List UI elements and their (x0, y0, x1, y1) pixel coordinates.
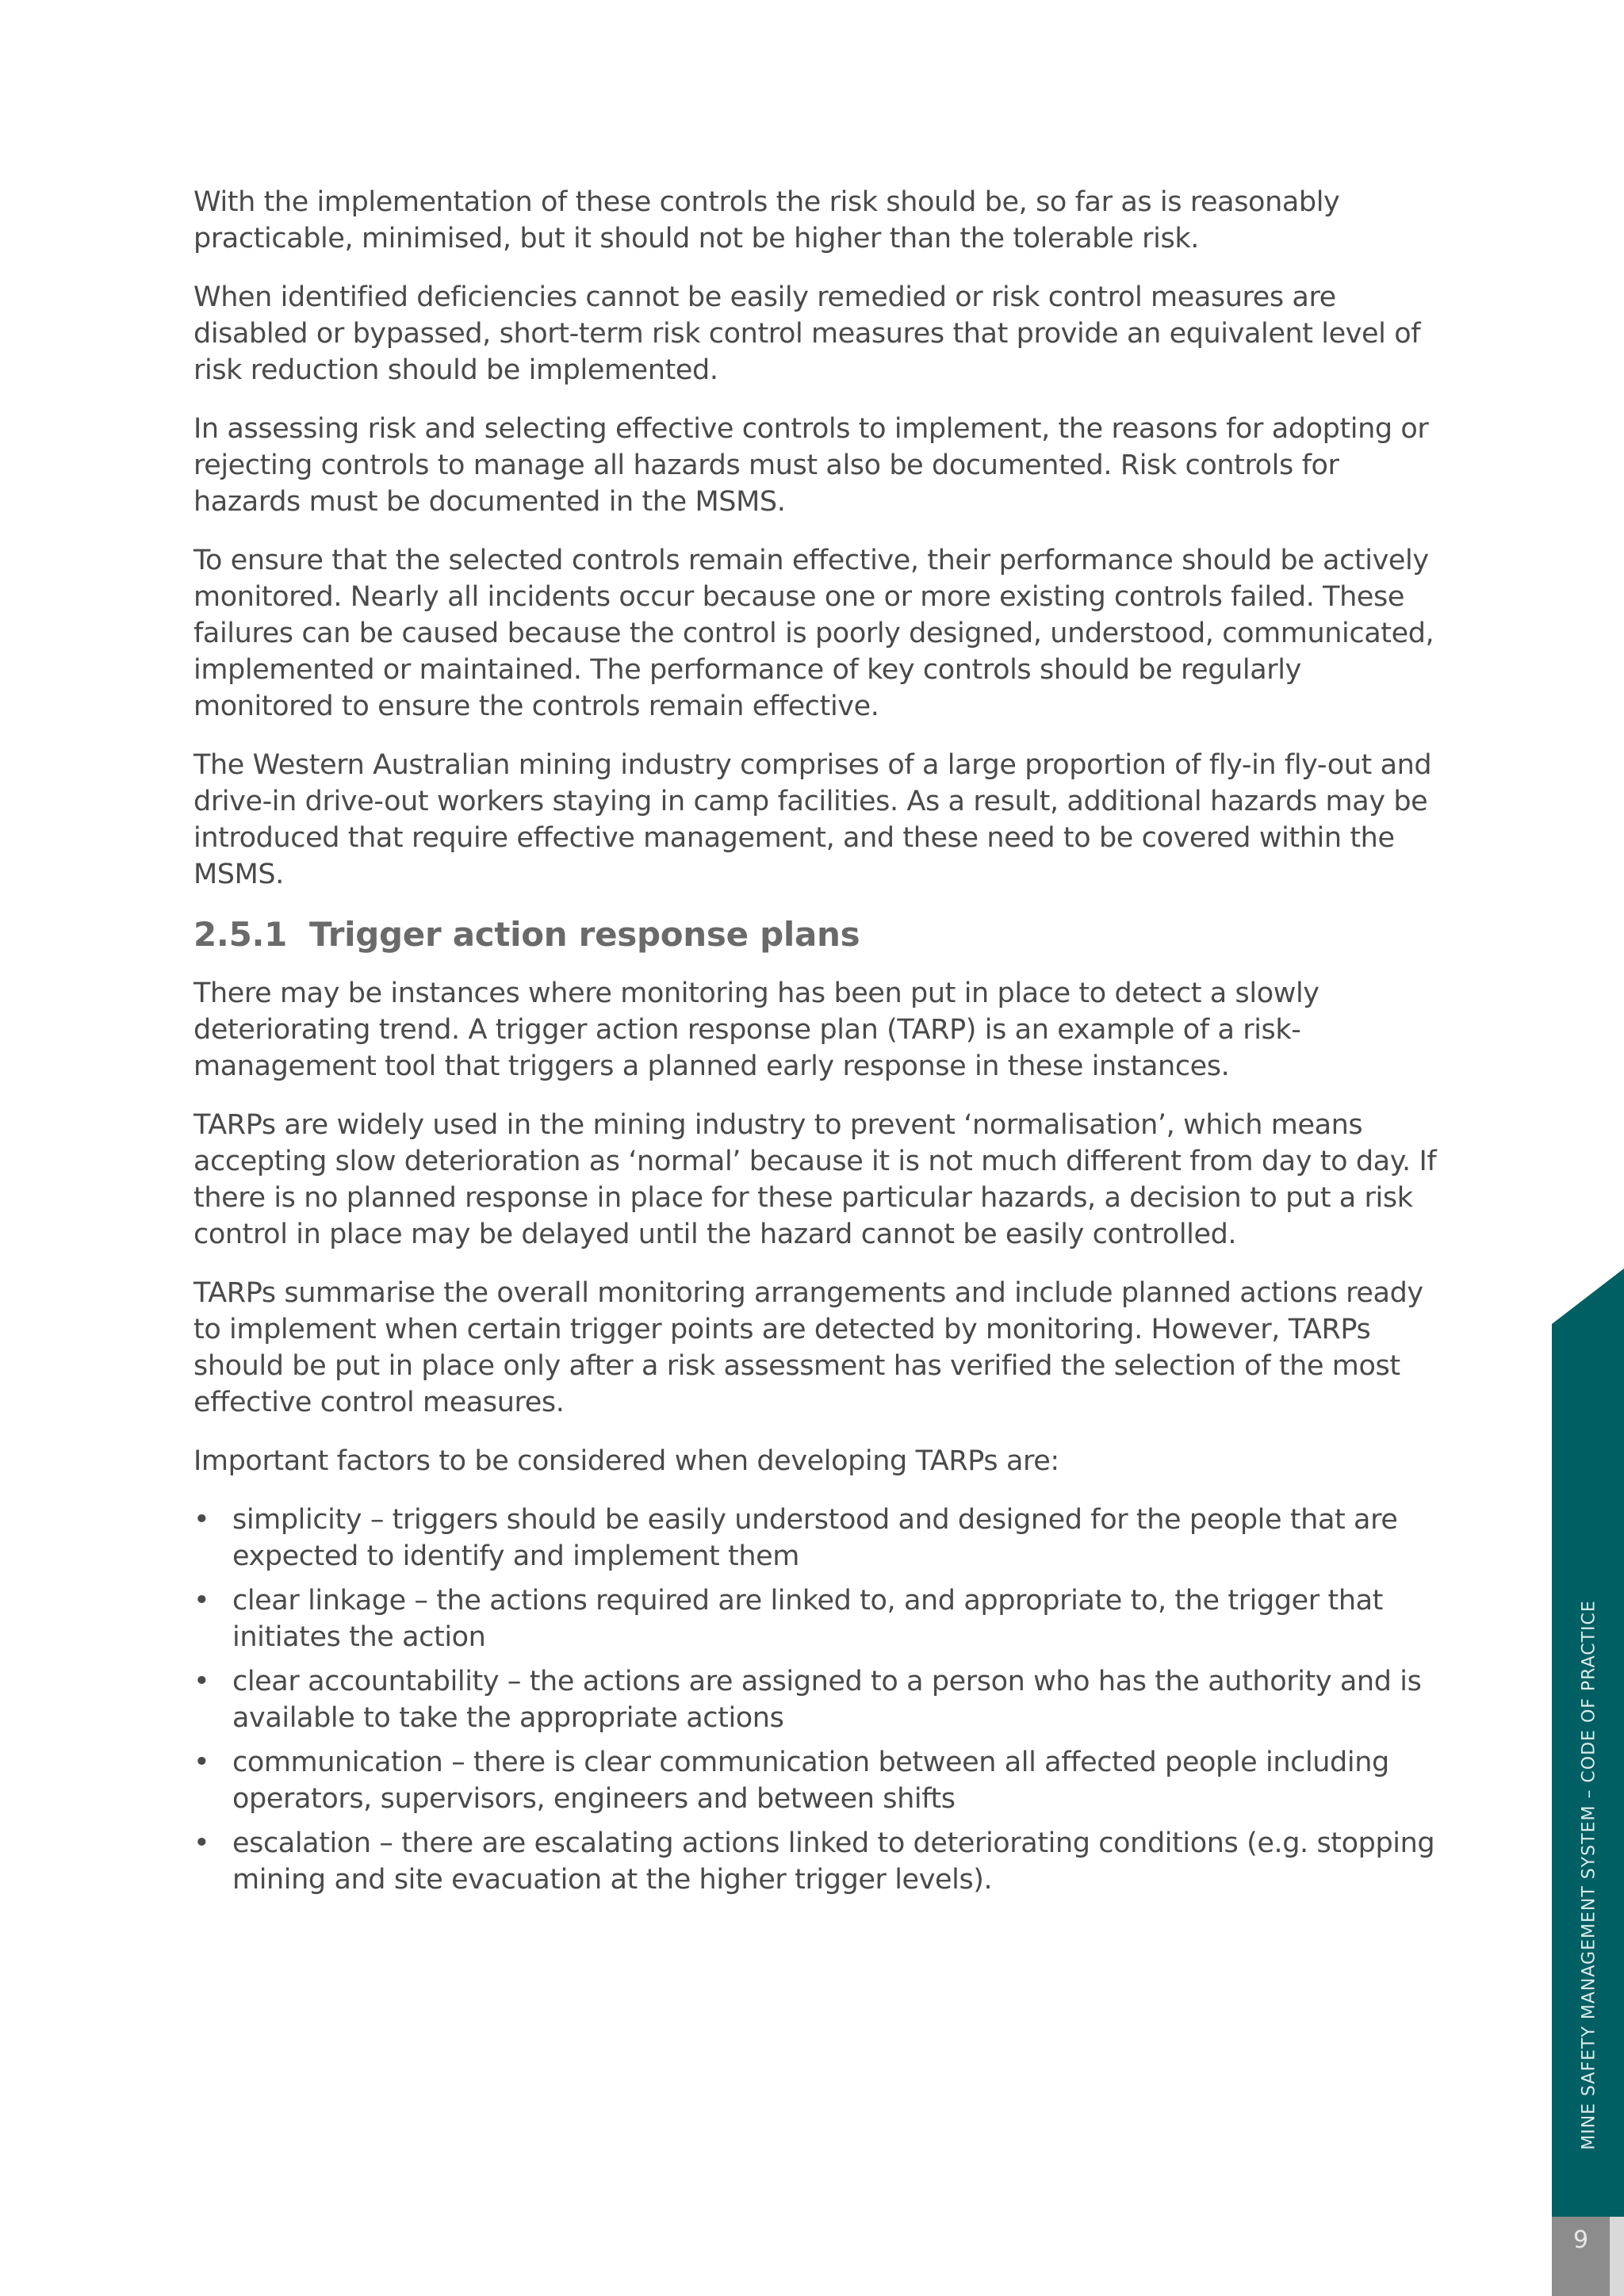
list-item-text: communication – there is clear communication between all affected people including operators, supervisors, engineers and between shifts (232, 1747, 1389, 1815)
bullet-icon: • (193, 1585, 210, 1617)
list-item-text: simplicity – triggers should be easily understood and designed for the people that are expected to identify and implement them (232, 1504, 1398, 1572)
body-paragraph: To ensure that the selected controls remain effective, their performance should be actively monitored. Nearly all incidents occur because one or more existing controls failed. These failures can be caused because the control is poorly designed, understood, communicated, implemented or maintained. The performance of key controls should be regularly monitored to ensure the controls remain effective. (193, 545, 1434, 722)
list-item-text: clear linkage – the actions required are linked to, and appropriate to, the trigger that initiates the action (232, 1585, 1383, 1653)
body-paragraph: There may be instances where monitoring has been put in place to detect a slowly deteriorating trend. A trigger action response plan (TARP) is an example of a risk-management tool that triggers a planned early response in these instances. (193, 978, 1320, 1082)
list-item (193, 1663, 1446, 1736)
body-paragraph: Important factors to be considered when developing TARPs are: (193, 1445, 1059, 1477)
body-paragraph: TARPs summarise the overall monitoring arrangements and include planned actions ready to implement when certain trigger points are detected by monitoring. However, TARPs should be put in place only after a risk assessment has verified the selection of the most effective control measures. (193, 1277, 1423, 1418)
list-item (193, 1744, 1446, 1817)
body-paragraph: In assessing risk and selecting effective controls to implement, the reasons for adopting or rejecting controls to manage all hazards must also be documented. Risk controls for hazards must be documented in the MSMS. (193, 413, 1429, 518)
body-paragraph: When identified deficiencies cannot be easily remedied or risk control measures are disabled or bypassed, short-term risk control measures that provide an equivalent level of risk reduction should be implemented. (193, 281, 1421, 386)
section-title: Trigger action response plans (309, 915, 860, 954)
body-paragraph: TARPs are widely used in the mining industry to prevent ‘normalisation’, which means accepting slow deterioration as ‘normal’ because it is not much different from day to day. If there is no planned response in place for these particular hazards, a decision to put a risk control in place may be delayed until the hazard cannot be easily controlled. (193, 1109, 1437, 1250)
body-paragraph: The Western Australian mining industry comprises of a large proportion of fly-in fly-out and drive-in drive-out workers staying in camp facilities. As a result, additional hazards may be introduced that require effective management, and these need to be covered within the MSMS. (193, 749, 1432, 890)
page-edge-strip (1610, 2217, 1624, 2296)
page-content (193, 184, 1446, 1906)
bullet-icon: • (193, 1504, 210, 1536)
bullet-icon: • (193, 1827, 210, 1859)
tarp-factors-list (193, 1502, 1446, 1898)
list-item (193, 1825, 1446, 1898)
section-heading (193, 915, 1446, 955)
list-item-text: escalation – there are escalating actions linked to deteriorating conditions (e.g. stopping mining and site evacuation at the higher trigger levels). (232, 1827, 1435, 1896)
page-number: 9 (1572, 2226, 1589, 2254)
sidebar-document-title: MINE SAFETY MANAGEMENT SYSTEM – CODE OF PRACTICE (1579, 1600, 1599, 2150)
section-number: 2.5.1 (193, 915, 288, 954)
list-item-text: clear accountability – the actions are assigned to a person who has the authority and is available to take the appropriate actions (232, 1666, 1422, 1734)
bullet-icon: • (193, 1666, 210, 1697)
list-item (193, 1582, 1446, 1655)
bullet-icon: • (193, 1747, 210, 1778)
body-paragraph: With the implementation of these controls the risk should be, so far as is reasonably practicable, minimised, but it should not be higher than the tolerable risk. (193, 186, 1340, 254)
list-item (193, 1502, 1446, 1575)
